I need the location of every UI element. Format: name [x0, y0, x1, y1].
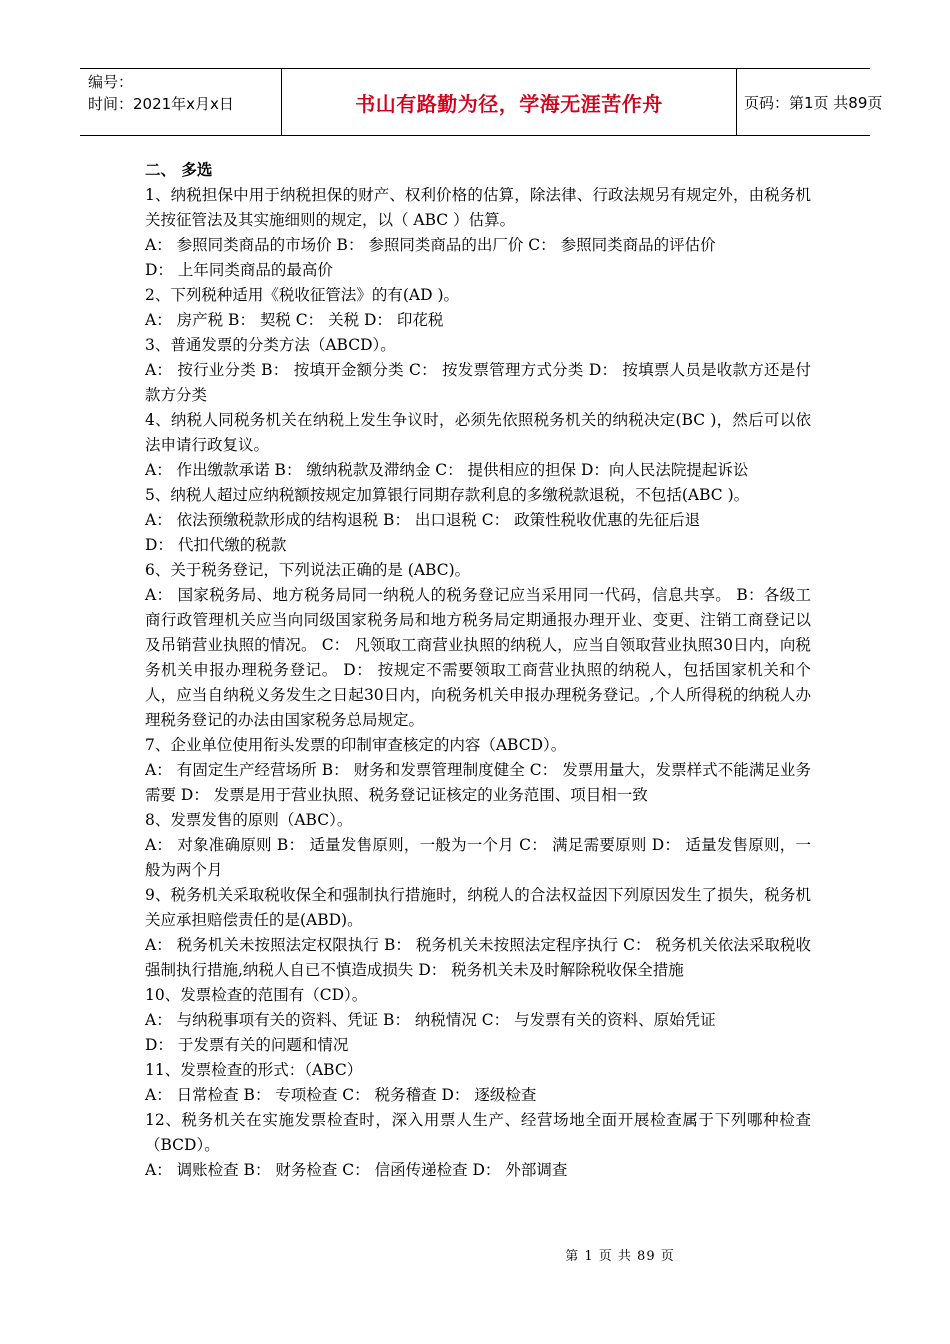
document-body — [145, 158, 811, 1183]
text-line: 11、发票检查的形式：（ABC） — [145, 1061, 363, 1079]
header-left-cell — [80, 69, 282, 135]
text-line: A： 对象准确原则 B： 适量发售原则，一般为一个月 C： 满足需要原则 D： 适量发售原则，一般为两个月 — [145, 836, 811, 879]
header-page-info: 页码：第1页 共89页 — [744, 93, 883, 112]
text-line: 10、发票检查的范围有（CD）。 — [145, 986, 368, 1004]
text-line: A： 日常检查 B： 专项检查 C： 税务稽查 D： 逐级检查 — [145, 1086, 537, 1104]
text-line: 9、税务机关采取税收保全和强制执行措施时，纳税人的合法权益因下列原因发生了损失，税务机关应承担赔偿责任的是(ABD)。 — [145, 886, 811, 929]
text-line: A： 与纳税事项有关的资料、凭证 B： 纳税情况 C： 与发票有关的资料、原始凭证 — [145, 1011, 716, 1029]
text-line: 4、纳税人同税务机关在纳税上发生争议时，必须先依照税务机关的纳税决定(BC )，然后可以依法申请行政复议。 — [145, 411, 811, 454]
header-motto: 书山有路勤为径，学海无涯苦作舟 — [282, 69, 737, 135]
document-number-label: 编号： — [88, 73, 134, 91]
text-line: A： 房产税 B： 契税 C： 关税 D： 印花税 — [145, 311, 444, 329]
text-line: D： 代扣代缴的税款 — [145, 536, 287, 554]
text-line: 12、税务机关在实施发票检查时，深入用票人生产、经营场地全面开展检查属于下列哪种检查（BCD）。 — [145, 1111, 811, 1154]
footer-page-number: 第 1 页 共 89 页 — [565, 1249, 675, 1264]
text-line: 7、企业单位使用衔头发票的印制审查核定的内容（ABCD）。 — [145, 736, 567, 754]
text-line: A： 税务机关未按照法定权限执行 B： 税务机关未按照法定程序执行 C： 税务机关依法采取税收强制执行措施,纳税人自已不慎造成损失 D： 税务机关未及时解除税收保全措施 — [145, 936, 811, 979]
text-line: 6、关于税务登记，下列说法正确的是 (ABC)。 — [145, 561, 471, 579]
text-line: A： 作出缴款承诺 B： 缴纳税款及滞纳金 C： 提供相应的担保 D：向人民法院提起诉讼 — [145, 461, 749, 479]
text-line: 3、普通发票的分类方法（ABCD）。 — [145, 336, 396, 354]
text-line: 8、发票发售的原则（ABC）。 — [145, 811, 353, 829]
text-line: D： 上年同类商品的最高价 — [145, 261, 333, 279]
section-title: 二、 多选 — [145, 161, 213, 179]
text-line: 1、纳税担保中用于纳税担保的财产、权利价格的估算，除法律、行政法规另有规定外，由税务机关按征管法及其实施细则的规定，以（ ABC ）估算。 — [145, 186, 811, 229]
text-line: A： 按行业分类 B： 按填开金额分类 C： 按发票管理方式分类 D： 按填票人员是收款方还是付款方分类 — [145, 361, 811, 404]
page-footer — [0, 1245, 950, 1264]
text-line: A： 有固定生产经营场所 B： 财务和发票管理制度健全 C： 发票用量大，发票样式不能满足业务需要 D： 发票是用于营业执照、税务登记证核定的业务范围、项目相一致 — [145, 761, 811, 804]
page-header — [80, 68, 883, 136]
text-line: A： 国家税务局、地方税务局同一纳税人的税务登记应当采用同一代码，信息共享。 B：各级工商行政管理机关应当向同级国家税务局和地方税务局定期通报办理开业、变更、注销工商登记以及吊销营业执照的情况。 C： 凡领取工商营业执照的纳税人，应当自领取营业执照30日内，向税务机关申报办理税务登记。 D： 按规定不需要领取工商营业执照的纳税人，包括国家机关和个人，应当自纳税义务发生之日起30日内，向税务机关申报办理税务登记。,个人所得税的纳税人办理税务登记的办法由国家税务总局规定。 — [145, 586, 811, 729]
text-line: D： 于发票有关的问题和情况 — [145, 1036, 349, 1054]
text-line: A： 参照同类商品的市场价 B： 参照同类商品的出厂价 C： 参照同类商品的评估价 — [145, 236, 716, 254]
text-line: 5、纳税人超过应纳税额按规定加算银行同期存款利息的多缴税款退税，不包括(ABC )。 — [145, 486, 750, 504]
text-line: A： 调账检查 B： 财务检查 C： 信函传递检查 D： 外部调查 — [145, 1161, 568, 1179]
text-line: A： 依法预缴税款形成的结构退税 B： 出口退税 C： 政策性税收优惠的先征后退 — [145, 511, 701, 529]
text-line: 2、下列税种适用《税收征管法》的有(AD )。 — [145, 286, 460, 304]
document-date-label: 时间：2021年x月x日 — [88, 95, 234, 113]
